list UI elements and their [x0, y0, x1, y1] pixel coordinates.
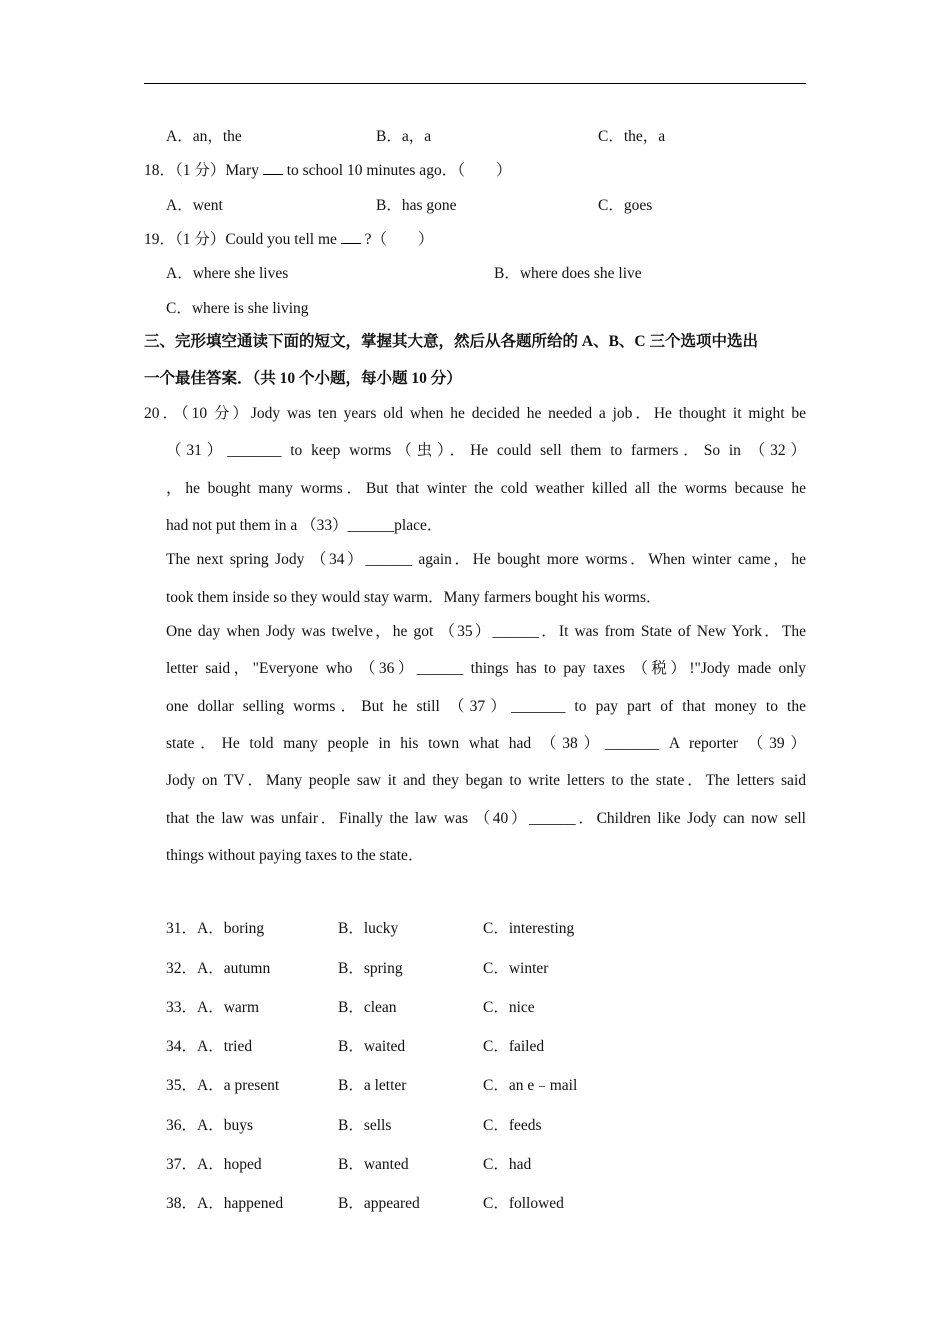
option-b[interactable]: B．waited — [338, 1038, 406, 1055]
option-c[interactable]: C．failed — [483, 1038, 545, 1055]
q20-line-2: （31）_______ to keep worms（虫）．He could sell them to farmers．So in （32） — [166, 442, 806, 459]
q19-option-b: B．where does she live — [494, 265, 642, 282]
option-c[interactable]: C．interesting — [483, 920, 575, 937]
option-a[interactable]: A．boring — [197, 920, 265, 937]
option-b[interactable]: B．wanted — [338, 1156, 409, 1173]
option-number: 31． — [166, 920, 198, 937]
option-b[interactable]: B．spring — [338, 960, 403, 977]
q19-option-c: C．where is she living — [166, 300, 309, 317]
q18-option-b: B．has gone — [376, 197, 457, 214]
option-a[interactable]: A．hoped — [197, 1156, 262, 1173]
q20-line-1: 20．（10 分）Jody was ten years old when he decided he needed a job．He thought it might be — [144, 405, 806, 422]
q20-line-13: things without paying taxes to the state． — [166, 847, 424, 864]
q17-option-a: A．an，the — [166, 128, 242, 145]
header-rule — [144, 83, 806, 84]
q19-stem-suffix: ?（ ） — [364, 231, 434, 248]
q20-line-8: letter said，"Everyone who （36）______ things has to pay taxes （税）!"Jody made only — [166, 660, 806, 677]
option-number: 36． — [166, 1117, 198, 1134]
q20-line-12: that the law was unfair．Finally the law was （40）______．Children like Jody can now sell — [166, 810, 806, 827]
q19-option-a: A．where she lives — [166, 265, 289, 282]
q18-stem-suffix: to school 10 minutes ago．（ ） — [286, 162, 512, 179]
option-a[interactable]: A．a present — [197, 1077, 280, 1094]
option-c[interactable]: C．feeds — [483, 1117, 542, 1134]
q19-answer-blank[interactable] — [341, 229, 361, 244]
option-c[interactable]: C．had — [483, 1156, 532, 1173]
option-b[interactable]: B．lucky — [338, 920, 399, 937]
q20-line-4: had not put them in a （33）______place． — [166, 517, 443, 534]
q18-answer-blank[interactable] — [263, 160, 283, 175]
q18-option-a: A．went — [166, 197, 223, 214]
option-b[interactable]: B．appeared — [338, 1195, 420, 1212]
q18-stem-prefix: 18．（1 分）Mary — [144, 162, 259, 179]
option-c[interactable]: C．nice — [483, 999, 535, 1016]
option-number: 38． — [166, 1195, 198, 1212]
option-number: 35． — [166, 1077, 198, 1094]
option-a[interactable]: A．buys — [197, 1117, 253, 1134]
option-number: 37． — [166, 1156, 198, 1173]
option-a[interactable]: A．tried — [197, 1038, 253, 1055]
q18-option-c: C．goes — [598, 197, 653, 214]
q19-stem-prefix: 19．（1 分）Could you tell me — [144, 231, 337, 248]
option-a[interactable]: A．autumn — [197, 960, 271, 977]
q20-line-9: one dollar selling worms．But he still （37）_______ to pay part of that money to the — [166, 698, 806, 715]
q20-line-10: state．He told many people in his town what had （38）_______ A reporter （39） — [166, 735, 806, 752]
q18-stem — [144, 160, 511, 181]
option-a[interactable]: A．warm — [197, 999, 260, 1016]
q20-line-5: The next spring Jody （34）______ again．He bought more worms．When winter came，he — [166, 551, 806, 568]
section3-heading-line2: 一个最佳答案．（共 10 个小题，每小题 10 分） — [144, 370, 462, 387]
q20-line-11: Jody on TV．Many people saw it and they began to write letters to the state．The letters said — [166, 772, 806, 789]
option-number: 34． — [166, 1038, 198, 1055]
option-b[interactable]: B．sells — [338, 1117, 392, 1134]
q17-option-c: C．the，a — [598, 128, 666, 145]
q20-line-7: One day when Jody was twelve，he got （35）______．It was from State of New York．The — [166, 623, 806, 640]
option-c[interactable]: C．followed — [483, 1195, 564, 1212]
option-c[interactable]: C．winter — [483, 960, 549, 977]
option-c[interactable]: C．an e﹣mail — [483, 1077, 578, 1094]
option-number: 33． — [166, 999, 198, 1016]
q20-line-3: ，he bought many worms．But that winter the cold weather killed all the worms because he — [166, 480, 806, 497]
q19-stem — [144, 229, 434, 250]
section3-heading-line1: 三、完形填空通读下面的短文，掌握其大意，然后从各题所给的 A、B、C 三个选项中选出 — [144, 333, 758, 350]
option-a[interactable]: A．happened — [197, 1195, 284, 1212]
option-b[interactable]: B．clean — [338, 999, 397, 1016]
q20-line-6: took them inside so they would stay warm．Many farmers bought his worms． — [166, 589, 662, 606]
option-number: 32． — [166, 960, 198, 977]
option-b[interactable]: B．a letter — [338, 1077, 407, 1094]
q17-option-b: B．a，a — [376, 128, 432, 145]
